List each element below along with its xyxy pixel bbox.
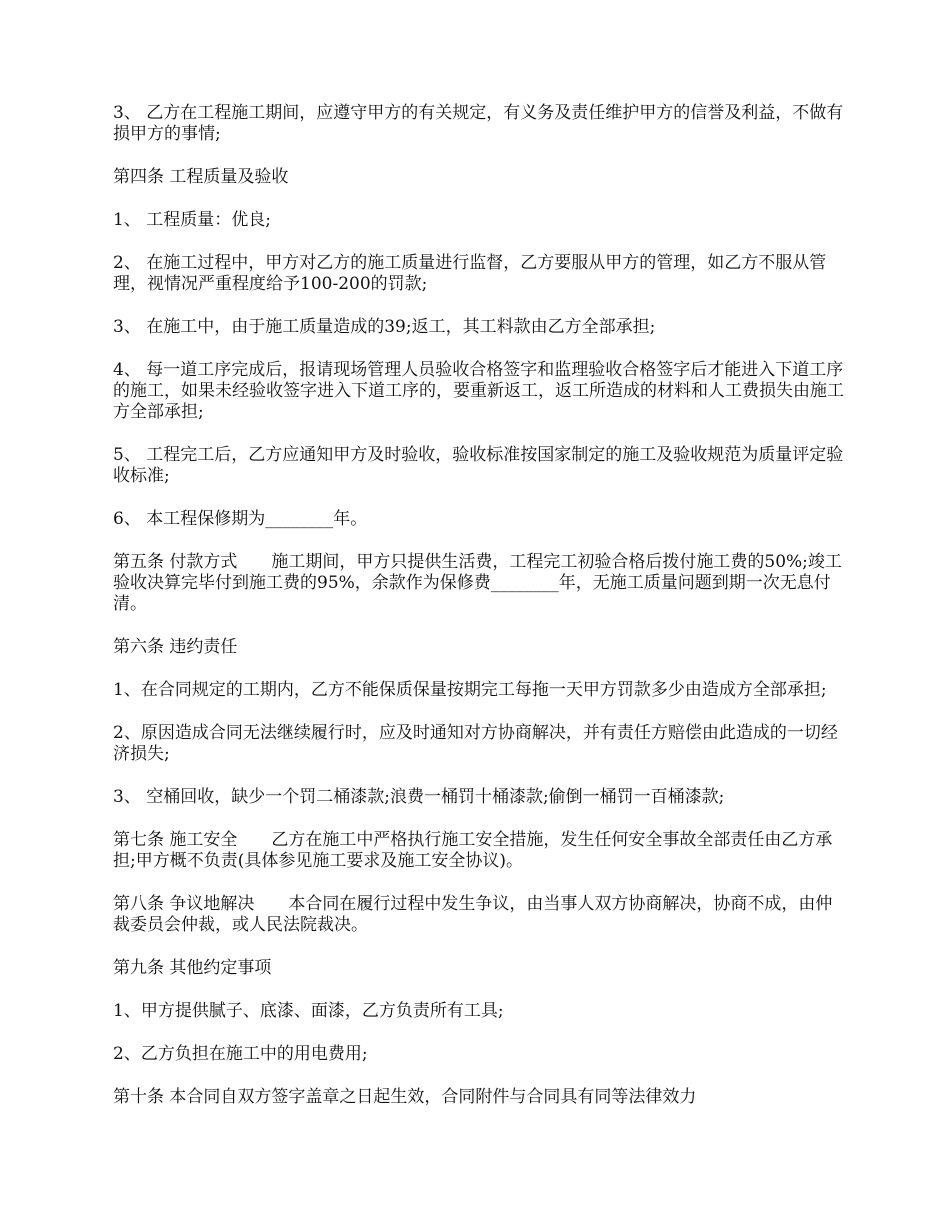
article-6-item-3: 3、 空桶回收，缺少一个罚二桶漆款;浪费一桶罚十桶漆款;偷倒一桶罚一百桶漆款; xyxy=(113,787,725,807)
article-4-item-6: 6、 本工程保修期为________年。 xyxy=(113,509,368,529)
article-6-item-2: 2、原因造成合同无法继续履行时，应及时通知对方协商解决，并有责任方赔偿由此造成的一切经济损失; xyxy=(113,723,838,764)
document-page xyxy=(113,103,845,1130)
article-9-heading: 第九条 其他约定事项 xyxy=(113,958,272,978)
article-4-item-1: 1、 工程质量：优良; xyxy=(113,210,271,230)
article-4-item-4: 4、 每一道工序完成后，报请现场管理人员验收合格签字和监理验收合格签字后才能进入下道工序的施工，如果未经验收签字进入下道工序的，要重新返工，返工所造成的材料和人工费损失由施工方全部承担; xyxy=(113,360,844,422)
article-4-item-5: 5、 工程完工后，乙方应通知甲方及时验收，验收标准按国家制定的施工及验收规范为质量评定验收标准; xyxy=(113,445,844,486)
article-4-item-3: 3、 在施工中，由于施工质量造成的39;返工，其工料款由乙方全部承担; xyxy=(113,317,656,337)
article-5-payment: 第五条 付款方式 施工期间，甲方只提供生活费，工程完工初验合格后拨付施工费的50%;竣工验收决算完毕付到施工费的95%，余款作为保修费________年，无施工质量问题到期一次无息付清。 xyxy=(113,552,842,614)
article-7-safety: 第七条 施工安全 乙方在施工中严格执行施工安全措施，发生任何安全事故全部责任由乙方承担;甲方概不负责(具体参见施工要求及施工安全协议)。 xyxy=(113,830,833,871)
article-8-dispute: 第八条 争议地解决 本合同在履行过程中发生争议，由当事人双方协商解决，协商不成，由仲裁委员会仲裁，或人民法院裁决。 xyxy=(113,894,833,935)
article-4-item-2: 2、 在施工过程中，甲方对乙方的施工质量进行监督，乙方要服从甲方的管理，如乙方不服从管理，视情况严重程度给予100-200的罚款; xyxy=(113,253,827,294)
article-6-heading: 第六条 违约责任 xyxy=(113,637,238,657)
article-9-item-1: 1、甲方提供腻子、底漆、面漆，乙方负责所有工具; xyxy=(113,1001,504,1021)
article-4-heading: 第四条 工程质量及验收 xyxy=(113,167,289,187)
clause-3-obligations: 3、 乙方在工程施工期间，应遵守甲方的有关规定，有义务及责任维护甲方的信誉及利益，不做有损甲方的事情; xyxy=(113,103,844,144)
article-6-item-1: 1、在合同规定的工期内，乙方不能保质保量按期完工每拖一天甲方罚款多少由造成方全部承担; xyxy=(113,680,827,700)
article-10-effective: 第十条 本合同自双方签字盖章之日起生效，合同附件与合同具有同等法律效力 xyxy=(113,1087,697,1107)
article-9-item-2: 2、乙方负担在施工中的用电费用; xyxy=(113,1044,368,1064)
